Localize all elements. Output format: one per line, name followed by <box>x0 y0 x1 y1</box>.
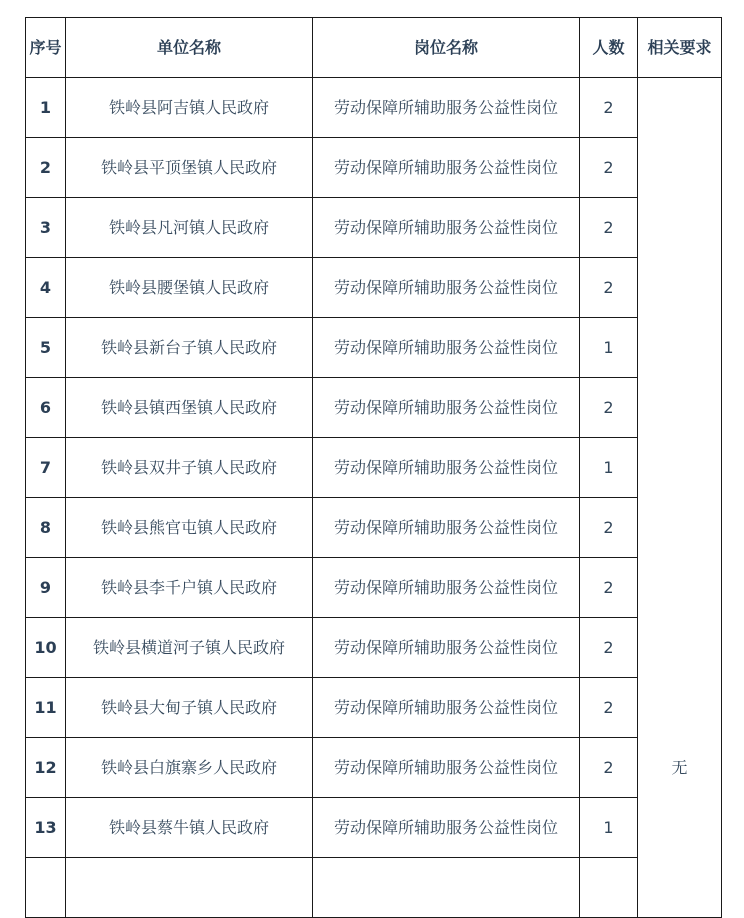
row-post: 劳动保障所辅助服务公益性岗位 <box>313 138 580 198</box>
table-row <box>26 378 722 438</box>
empty-cell <box>580 858 638 918</box>
row-count: 1 <box>580 438 638 498</box>
table-row <box>26 738 722 798</box>
table-row <box>26 798 722 858</box>
row-count: 1 <box>580 318 638 378</box>
row-count: 1 <box>580 798 638 858</box>
row-count: 2 <box>580 498 638 558</box>
header-row <box>26 18 722 78</box>
row-unit: 铁岭县平顶堡镇人民政府 <box>66 138 313 198</box>
row-unit: 铁岭县镇西堡镇人民政府 <box>66 378 313 438</box>
row-unit: 铁岭县白旗寨乡人民政府 <box>66 738 313 798</box>
row-index: 12 <box>26 738 66 798</box>
row-unit: 铁岭县横道河子镇人民政府 <box>66 618 313 678</box>
requirement-text: 无 <box>671 757 688 777</box>
row-post: 劳动保障所辅助服务公益性岗位 <box>313 438 580 498</box>
row-index: 6 <box>26 378 66 438</box>
header-post: 岗位名称 <box>313 18 580 78</box>
table-row-partial <box>26 858 722 918</box>
row-count: 2 <box>580 618 638 678</box>
row-index: 7 <box>26 438 66 498</box>
row-post: 劳动保障所辅助服务公益性岗位 <box>313 78 580 138</box>
table-row <box>26 138 722 198</box>
header-requirement: 相关要求 <box>638 18 722 78</box>
row-post: 劳动保障所辅助服务公益性岗位 <box>313 558 580 618</box>
table-row <box>26 318 722 378</box>
row-count: 2 <box>580 198 638 258</box>
row-unit: 铁岭县双井子镇人民政府 <box>66 438 313 498</box>
row-count: 2 <box>580 678 638 738</box>
table-body <box>26 78 722 918</box>
row-post: 劳动保障所辅助服务公益性岗位 <box>313 198 580 258</box>
row-index: 4 <box>26 258 66 318</box>
row-unit: 铁岭县新台子镇人民政府 <box>66 318 313 378</box>
row-count: 2 <box>580 558 638 618</box>
requirement-cell <box>638 78 722 918</box>
header-unit: 单位名称 <box>66 18 313 78</box>
row-unit: 铁岭县李千户镇人民政府 <box>66 558 313 618</box>
row-unit: 铁岭县大甸子镇人民政府 <box>66 678 313 738</box>
positions-table <box>25 17 722 918</box>
row-index: 5 <box>26 318 66 378</box>
row-post: 劳动保障所辅助服务公益性岗位 <box>313 318 580 378</box>
table-row <box>26 558 722 618</box>
row-count: 2 <box>580 78 638 138</box>
row-count: 2 <box>580 378 638 438</box>
table-row <box>26 438 722 498</box>
row-index: 11 <box>26 678 66 738</box>
row-unit: 铁岭县熊官屯镇人民政府 <box>66 498 313 558</box>
table-row <box>26 678 722 738</box>
row-post: 劳动保障所辅助服务公益性岗位 <box>313 258 580 318</box>
row-post: 劳动保障所辅助服务公益性岗位 <box>313 378 580 438</box>
row-index: 10 <box>26 618 66 678</box>
table-row <box>26 498 722 558</box>
table-row <box>26 258 722 318</box>
row-index: 2 <box>26 138 66 198</box>
row-post: 劳动保障所辅助服务公益性岗位 <box>313 678 580 738</box>
row-index: 9 <box>26 558 66 618</box>
row-count: 2 <box>580 138 638 198</box>
table-row <box>26 618 722 678</box>
row-post: 劳动保障所辅助服务公益性岗位 <box>313 798 580 858</box>
row-index: 1 <box>26 78 66 138</box>
row-index: 13 <box>26 798 66 858</box>
row-post: 劳动保障所辅助服务公益性岗位 <box>313 738 580 798</box>
row-post: 劳动保障所辅助服务公益性岗位 <box>313 498 580 558</box>
empty-cell <box>26 858 66 918</box>
header-index: 序号 <box>26 18 66 78</box>
table-row <box>26 198 722 258</box>
table-row <box>26 78 722 138</box>
empty-cell <box>66 858 313 918</box>
empty-cell <box>313 858 580 918</box>
row-unit: 铁岭县蔡牛镇人民政府 <box>66 798 313 858</box>
row-count: 2 <box>580 258 638 318</box>
row-post: 劳动保障所辅助服务公益性岗位 <box>313 618 580 678</box>
row-unit: 铁岭县腰堡镇人民政府 <box>66 258 313 318</box>
row-index: 8 <box>26 498 66 558</box>
row-unit: 铁岭县阿吉镇人民政府 <box>66 78 313 138</box>
header-count: 人数 <box>580 18 638 78</box>
row-count: 2 <box>580 738 638 798</box>
row-unit: 铁岭县凡河镇人民政府 <box>66 198 313 258</box>
row-index: 3 <box>26 198 66 258</box>
